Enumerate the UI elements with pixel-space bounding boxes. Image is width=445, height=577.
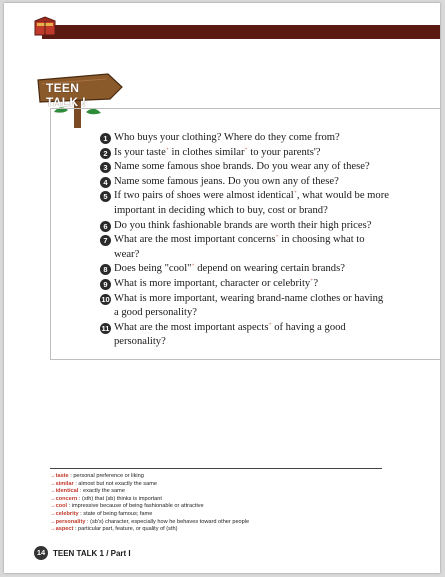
question-text: Does being "cool": [114, 263, 192, 275]
question-item: [100, 321, 390, 350]
question-item: [100, 175, 390, 190]
footer-title: TEEN TALK 1 / Part I: [53, 548, 131, 558]
glossary-marker: +: [293, 189, 297, 196]
glossary-entry: [50, 503, 390, 511]
question-item: [100, 131, 390, 146]
glossary-definition: : particular part, feature, or quality of (sth): [73, 526, 178, 533]
arrow-icon: →: [50, 473, 56, 479]
question-number: 7: [100, 235, 111, 246]
glossary-entry: [50, 496, 390, 504]
question-number: 11: [101, 323, 110, 333]
arrow-icon: →: [50, 488, 56, 495]
glossary-term: cool: [55, 503, 68, 510]
question-list: [100, 131, 390, 350]
question-text: in choosing what to wear?: [114, 234, 365, 260]
question-number: 2: [100, 148, 111, 159]
question-text: depend on wearing certain brands?: [194, 263, 345, 275]
question-number: 6: [100, 221, 111, 232]
glossary-definition: : impressive because of being fashionable or attractive: [67, 503, 204, 510]
question-text: What are the most important aspects: [114, 321, 269, 333]
question-number: 8: [100, 264, 111, 275]
book-icon: [32, 15, 58, 39]
question-number: 3: [100, 162, 111, 173]
glossary-entry: [50, 481, 390, 489]
page: [4, 3, 440, 573]
arrow-icon: →: [50, 503, 56, 510]
question-text: Is your taste: [114, 146, 166, 158]
glossary-entry: [50, 511, 390, 519]
arrow-icon: →: [50, 510, 56, 517]
question-item: [100, 219, 390, 234]
question-text: If two pairs of shoes were almost identical: [114, 190, 294, 202]
question-text: What is more important, wearing brand-name clothes or having a good personality?: [114, 292, 384, 319]
glossary-term: identical: [55, 488, 79, 495]
glossary-marker: +: [268, 321, 272, 328]
question-text: of having a good personality?: [114, 321, 346, 348]
question-text: in clothes similar: [168, 146, 245, 158]
glossary-definition: : personal preference or liking: [68, 473, 144, 479]
glossary-marker: +: [310, 277, 314, 284]
glossary-term: taste: [55, 473, 69, 479]
question-text: , what would be more important in deciding which to buy, cost or brand?: [114, 190, 389, 216]
question-item: [100, 233, 390, 262]
arrow-icon: →: [50, 526, 56, 533]
question-text: Name some famous jeans. Do you own any of these?: [114, 175, 339, 187]
question-text: ?: [313, 277, 319, 289]
question-item: [100, 160, 390, 175]
header-bar: [42, 25, 440, 39]
glossary-marker: +: [191, 262, 195, 269]
sign-label: TEEN TALK !: [46, 81, 87, 109]
question-text: Name some famous shoe brands. Do you wear any of these?: [114, 161, 370, 173]
question-number: 9: [100, 279, 111, 290]
arrow-icon: →: [50, 480, 56, 487]
glossary-term: personality: [55, 518, 86, 525]
page-number: 14: [34, 546, 48, 560]
glossary-term: celebrity: [55, 510, 79, 517]
glossary-marker: +: [244, 146, 248, 153]
glossary-definition: : exactly the same: [78, 488, 125, 495]
divider: [50, 468, 382, 469]
glossary-marker: +: [165, 146, 169, 153]
glossary-list: [50, 473, 390, 534]
question-number: 4: [100, 177, 111, 188]
question-text: Who buys your clothing? Where do they come from?: [114, 132, 340, 143]
question-item: [100, 189, 390, 218]
glossary-definition: : state of being famous; fame: [78, 510, 153, 517]
glossary-marker: +: [275, 233, 279, 240]
question-text: What is more important, character or celebrity: [114, 277, 311, 289]
question-item: [100, 146, 390, 161]
glossary-entry: [50, 519, 390, 527]
glossary-term: concern: [55, 495, 78, 502]
question-text: What are the most important concerns: [114, 234, 276, 246]
glossary-term: aspect: [55, 526, 74, 533]
question-item: [100, 262, 390, 277]
footer: [34, 546, 131, 560]
question-item: [100, 277, 390, 292]
glossary-entry: [50, 473, 390, 481]
glossary-definition: : almost but not exactly the same: [73, 480, 157, 487]
question-number: 10: [101, 294, 110, 304]
arrow-icon: →: [50, 518, 56, 525]
glossary-entry: [50, 526, 390, 534]
question-text: Do you think fashionable brands are worth their high prices?: [114, 219, 372, 231]
question-number: 1: [100, 133, 111, 144]
glossary-definition: : (sth) that (sb) thinks is important: [77, 495, 162, 502]
arrow-icon: →: [50, 495, 56, 502]
glossary-term: similar: [55, 480, 74, 487]
glossary-definition: : (sb's) character, especially how he behaves toward other people: [85, 518, 250, 525]
question-item: [100, 292, 390, 321]
question-number: 5: [100, 191, 111, 202]
glossary-entry: [50, 488, 390, 496]
question-text: to your parents'?: [247, 146, 321, 158]
